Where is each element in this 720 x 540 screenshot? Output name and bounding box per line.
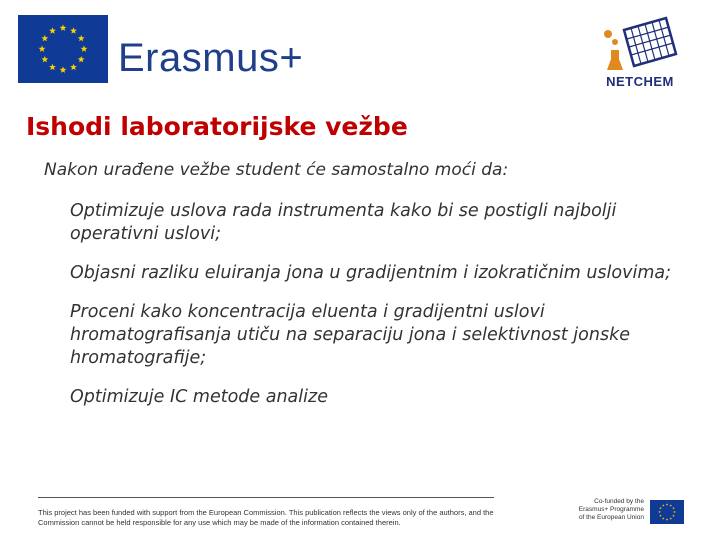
eu-star-icon: [78, 35, 85, 42]
eu-star-icon: [70, 64, 77, 71]
cofunded-line: of the European Union: [578, 514, 644, 521]
eu-star-icon: [666, 518, 668, 520]
eu-star-icon: [666, 503, 668, 505]
intro-text: Nakon urađene vežbe student će samostalno moći da:: [44, 160, 509, 180]
eu-star-icon: [658, 511, 660, 513]
eu-star-icon: [662, 504, 664, 506]
cofunded-text: [556, 498, 644, 522]
eu-star-icon: [49, 64, 56, 71]
eu-star-icon: [49, 27, 56, 34]
cofunded-line: Co-funded by the: [594, 498, 644, 505]
footer-divider: [38, 497, 494, 498]
eu-star-icon: [659, 514, 661, 516]
slide-title: Ishodi laboratorijske vežbe: [26, 112, 408, 141]
eu-flag-small-logo: [650, 500, 684, 524]
eu-star-icon: [670, 504, 672, 506]
eu-star-icon: [672, 507, 674, 509]
eu-star-icon: [81, 45, 88, 52]
eu-flag-logo: [18, 15, 108, 83]
eu-star-icon: [41, 35, 48, 42]
footer-disclaimer: This project has been funded with support from the European Commission. This publication reflects the views only of the authors, and the Commission cannot be held responsible for any use which may be made of the information contained therein.: [38, 508, 494, 527]
eu-star-icon: [659, 507, 661, 509]
netchem-logo-text: NETCHEM: [606, 74, 674, 89]
list-item: Proceni kako koncentracija eluenta i gradijentni uslovi hromatografisanja utiču na separaciju jona i selektivnost jonske hromatografije;: [70, 302, 630, 368]
eu-star-icon: [672, 514, 674, 516]
learning-outcomes-list: [70, 200, 685, 425]
eu-star-icon: [39, 45, 46, 52]
eu-star-icon: [78, 56, 85, 63]
list-item: Objasni razliku eluiranja jona u gradijentnim i izokratičnim uslovima;: [70, 263, 672, 283]
list-item: Optimizuje uslova rada instrumenta kako bi se postigli najbolji operativni uslovi;: [70, 201, 617, 244]
cofunded-line: Erasmus+ Programme: [578, 506, 644, 513]
eu-star-icon: [41, 56, 48, 63]
eu-star-icon: [60, 24, 67, 31]
list-item: Optimizuje IC metode analize: [70, 387, 328, 407]
eu-star-icon: [70, 27, 77, 34]
eu-star-icon: [60, 66, 67, 73]
eu-star-icon: [662, 517, 664, 519]
erasmus-plus-logo-text: Erasmus+: [118, 36, 304, 80]
flask-icon: [604, 30, 623, 70]
eu-star-icon: [673, 511, 675, 513]
eu-star-icon: [670, 517, 672, 519]
netchem-grid-icon: [624, 18, 676, 66]
